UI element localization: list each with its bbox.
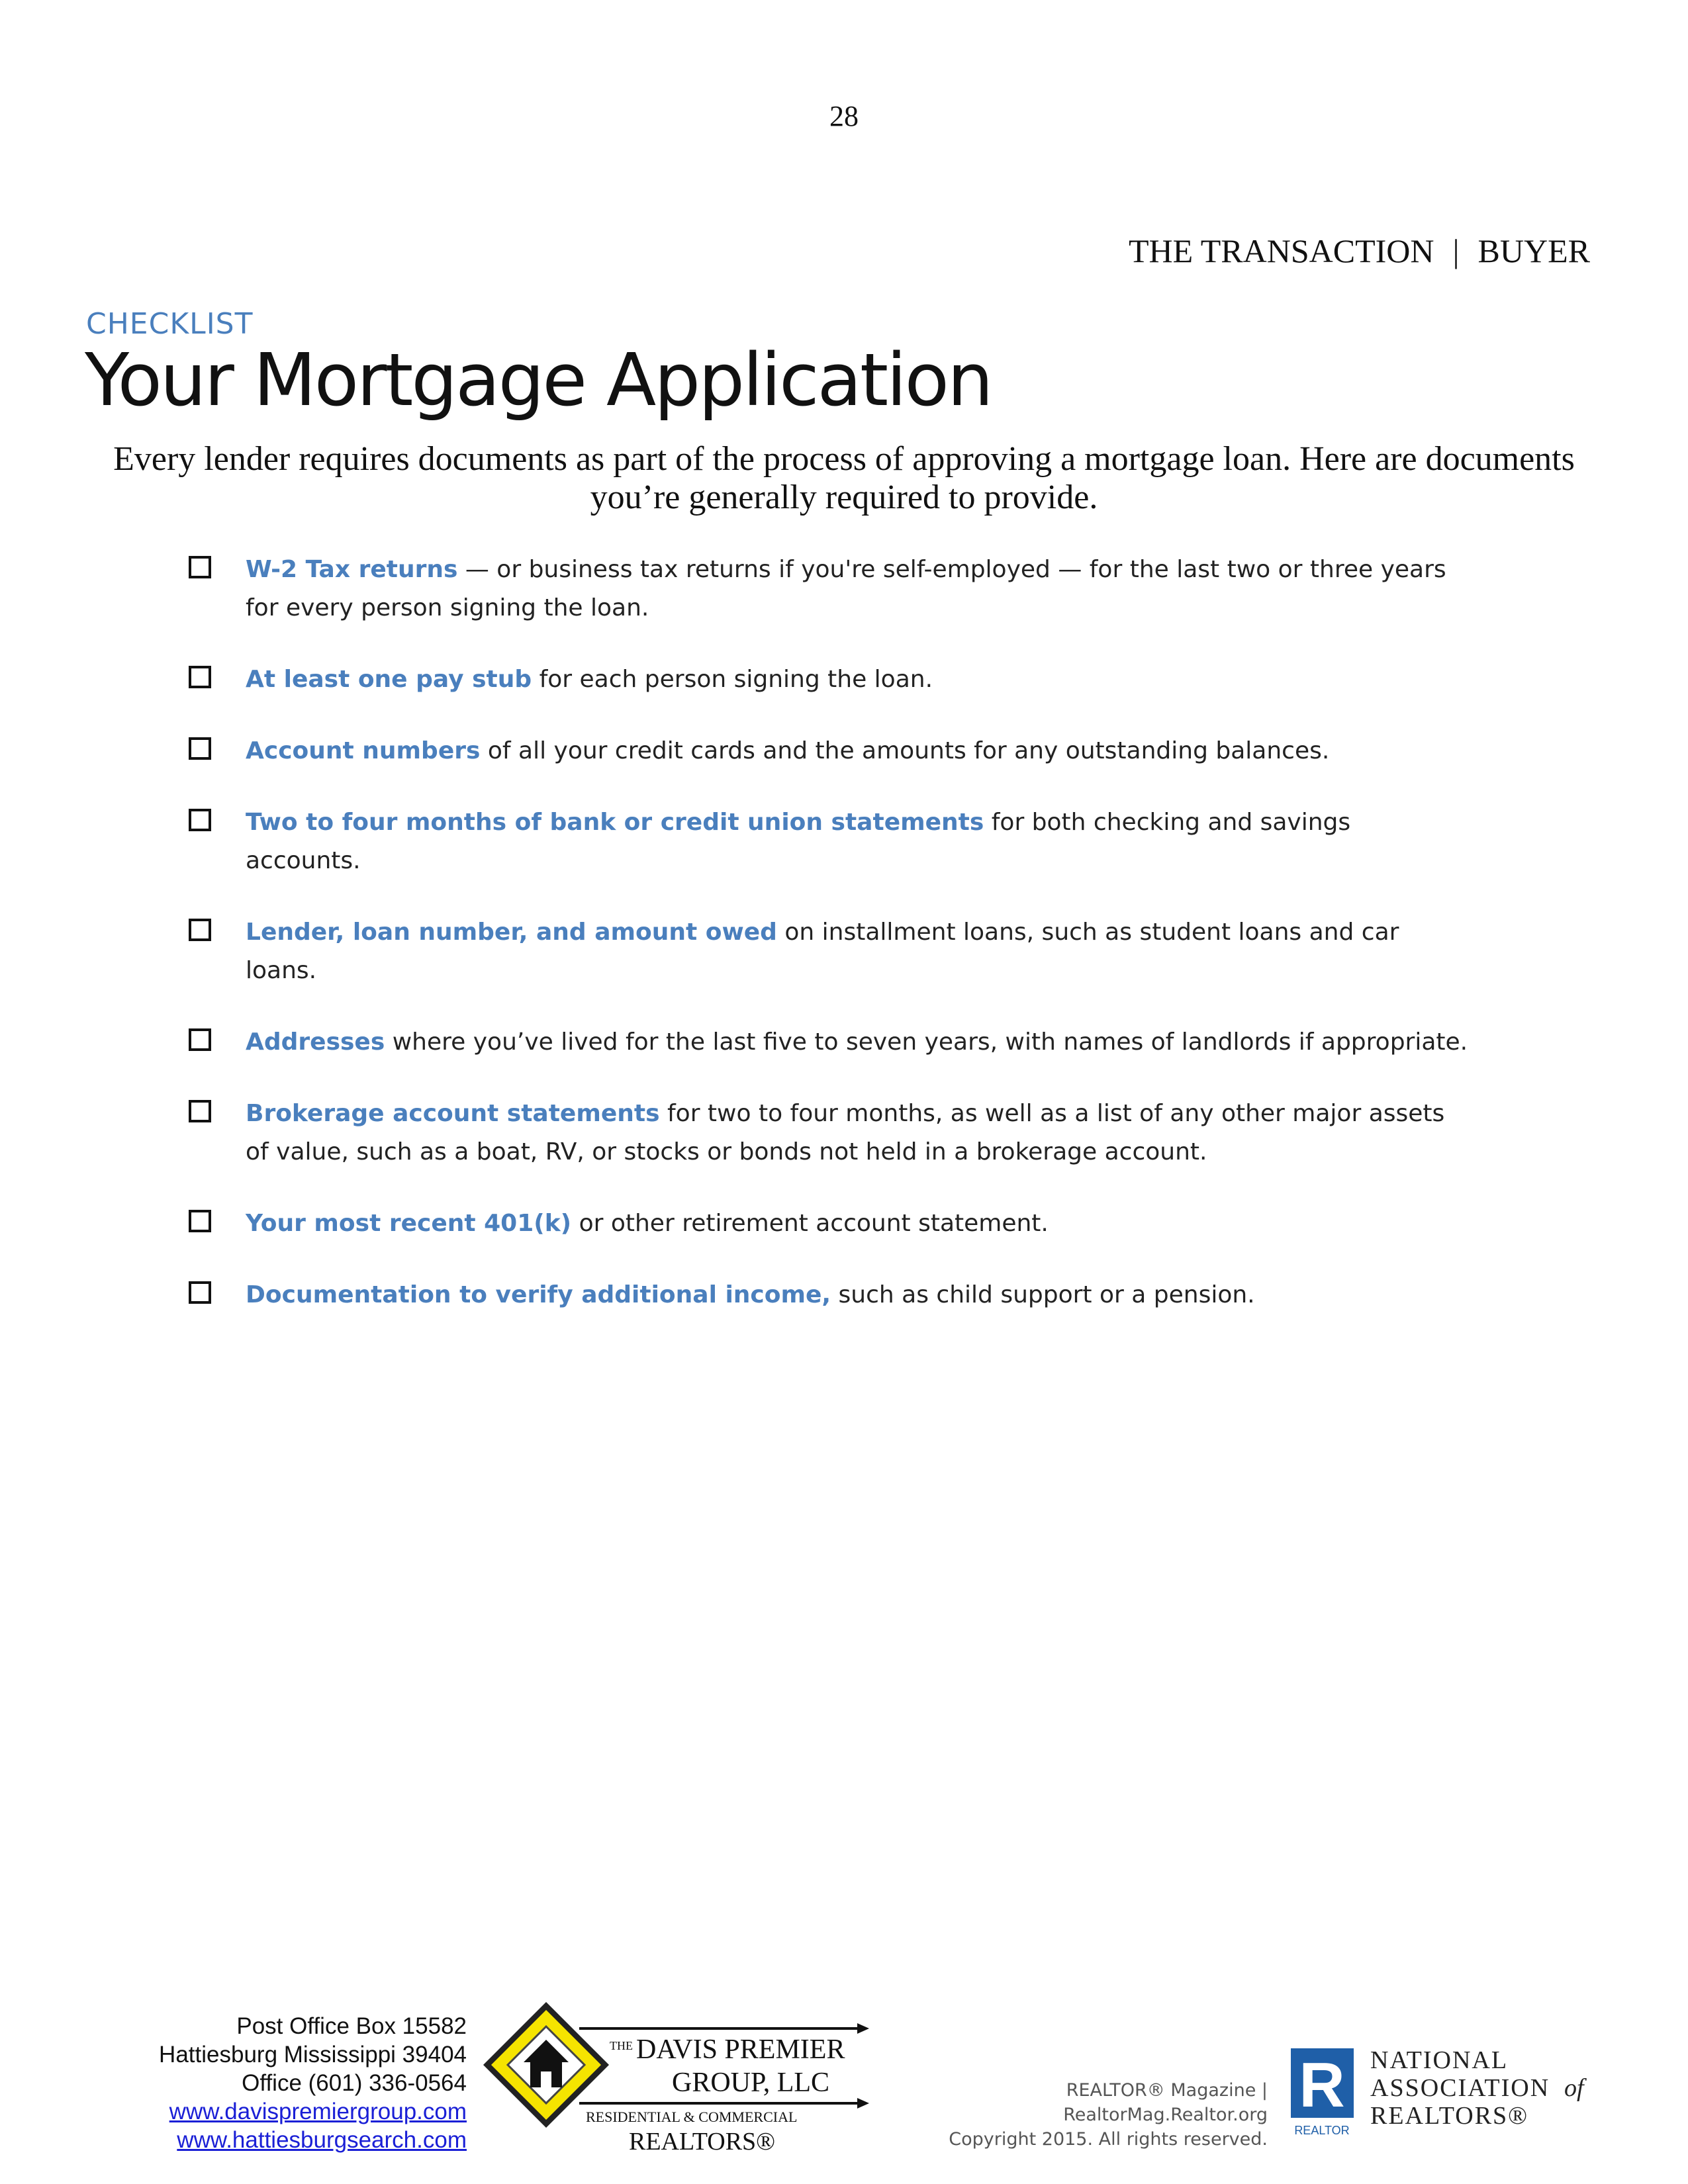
checkbox[interactable] <box>189 1281 211 1304</box>
svg-text:DAVIS PREMIER: DAVIS PREMIER <box>636 2034 845 2065</box>
checklist-item-text <box>246 803 1470 880</box>
checklist-item-text <box>246 1023 1468 1062</box>
checkbox[interactable] <box>189 1028 211 1051</box>
svg-text:THE: THE <box>610 2039 633 2052</box>
checklist-item-highlight: Documentation to verify additional income, <box>246 1281 831 1308</box>
svg-text:R: R <box>1299 2050 1345 2120</box>
checklist-item-highlight: Account numbers <box>246 737 481 764</box>
svg-text:of: of <box>1564 2074 1584 2102</box>
intro-paragraph: Every lender requires documents as part of the process of approving a mortgage loan. Here are documents you’re generally required to provide. <box>113 440 1575 516</box>
checklist-item-detail: on installment loans, such as student loans and car loans. <box>246 919 1399 984</box>
nar-logo <box>1291 2042 1609 2141</box>
magazine-credit <box>861 2078 1268 2152</box>
office-phone: Office (601) 336-0564 <box>242 2070 467 2096</box>
checklist-item <box>189 1023 1513 1062</box>
page-title: Your Mortgage Application <box>85 338 992 422</box>
checklist-item <box>189 660 1513 699</box>
checkbox[interactable] <box>189 556 211 578</box>
website-link-davis[interactable]: www.davispremiergroup.com <box>169 2099 467 2124</box>
checklist-item-detail: — or business tax returns if you're self-employed — for the last two or three years for every person signing the loan. <box>246 556 1446 621</box>
section-header <box>1129 232 1590 270</box>
svg-text:GROUP, LLC: GROUP, LLC <box>672 2068 830 2098</box>
checklist-item-detail: for each person signing the loan. <box>532 666 933 693</box>
section-separator: | <box>1452 232 1460 269</box>
magazine-credit-copyright: Copyright 2015. All rights reserved. <box>949 2129 1268 2150</box>
city-state-zip: Hattiesburg Mississippi 39404 <box>159 2042 467 2068</box>
checklist-item-text <box>246 1095 1470 1171</box>
checkbox[interactable] <box>189 919 211 941</box>
section-label: THE TRANSACTION <box>1128 232 1434 269</box>
checklist-item-highlight: Two to four months of bank or credit union statements <box>246 809 984 836</box>
checklist-item <box>189 1095 1513 1171</box>
document-checklist <box>189 551 1513 1347</box>
checklist-item-text <box>246 913 1470 990</box>
checklist-item-detail: for both checking and savings accounts. <box>246 809 1351 874</box>
checklist-item-text <box>246 551 1470 627</box>
checkbox[interactable] <box>189 809 211 831</box>
checklist-item <box>189 732 1513 770</box>
checklist-eyebrow: CHECKLIST <box>86 307 254 341</box>
checklist-item-highlight: Lender, loan number, and amount owed <box>246 919 777 946</box>
checklist-item-text <box>246 660 933 699</box>
checklist-item <box>189 803 1513 880</box>
checklist-item <box>189 913 1513 990</box>
checkbox[interactable] <box>189 1210 211 1232</box>
checklist-item-detail: where you’ve lived for the last five to seven years, with names of landlords if appropriate. <box>385 1028 1468 1056</box>
house-door-icon <box>541 2071 551 2087</box>
section-audience: BUYER <box>1477 232 1590 269</box>
checklist-item-text <box>246 732 1329 770</box>
checklist-item-highlight: Brokerage account statements <box>246 1100 660 1127</box>
checklist-item-highlight: W-2 Tax returns <box>246 556 458 583</box>
website-link-hattiesburg[interactable]: www.hattiesburgsearch.com <box>177 2127 467 2153</box>
checklist-item-highlight: At least one pay stub <box>246 666 532 693</box>
svg-text:REALTORS®: REALTORS® <box>1370 2102 1529 2130</box>
footer-address <box>106 2012 467 2154</box>
po-box: Post Office Box 15582 <box>236 2013 467 2039</box>
checklist-item <box>189 1205 1513 1243</box>
svg-text:RESIDENTIAL & COMMERCIAL: RESIDENTIAL & COMMERCIAL <box>586 2109 798 2125</box>
magazine-credit-source: REALTOR® Magazine | RealtorMag.Realtor.org <box>1063 2080 1268 2125</box>
davis-premier-logo <box>480 1999 877 2177</box>
arrow-right-icon <box>857 2023 869 2034</box>
svg-text:REALTORS®: REALTORS® <box>629 2128 776 2156</box>
checklist-item-detail: for two to four months, as well as a list of any other major assets of value, such as a boat, RV, or stocks or bonds not held in a brokerage account. <box>246 1100 1445 1165</box>
checklist-item-detail: such as child support or a pension. <box>831 1281 1255 1308</box>
checkbox[interactable] <box>189 737 211 760</box>
checklist-item-highlight: Addresses <box>246 1028 385 1056</box>
checklist-item <box>189 551 1513 627</box>
svg-text:ASSOCIATION: ASSOCIATION <box>1370 2074 1550 2102</box>
svg-text:REALTOR: REALTOR <box>1294 2124 1350 2137</box>
page-number: 28 <box>829 100 859 132</box>
checklist-item-text <box>246 1205 1049 1243</box>
checklist-item-highlight: Your most recent 401(k) <box>246 1210 572 1237</box>
checkbox[interactable] <box>189 1100 211 1122</box>
checkbox[interactable] <box>189 666 211 688</box>
svg-text:NATIONAL: NATIONAL <box>1370 2046 1509 2074</box>
checklist-item-detail: or other retirement account statement. <box>571 1210 1049 1237</box>
checklist-item-detail: of all your credit cards and the amounts for any outstanding balances. <box>480 737 1330 764</box>
checklist-item <box>189 1276 1513 1314</box>
checklist-item-text <box>246 1276 1255 1314</box>
